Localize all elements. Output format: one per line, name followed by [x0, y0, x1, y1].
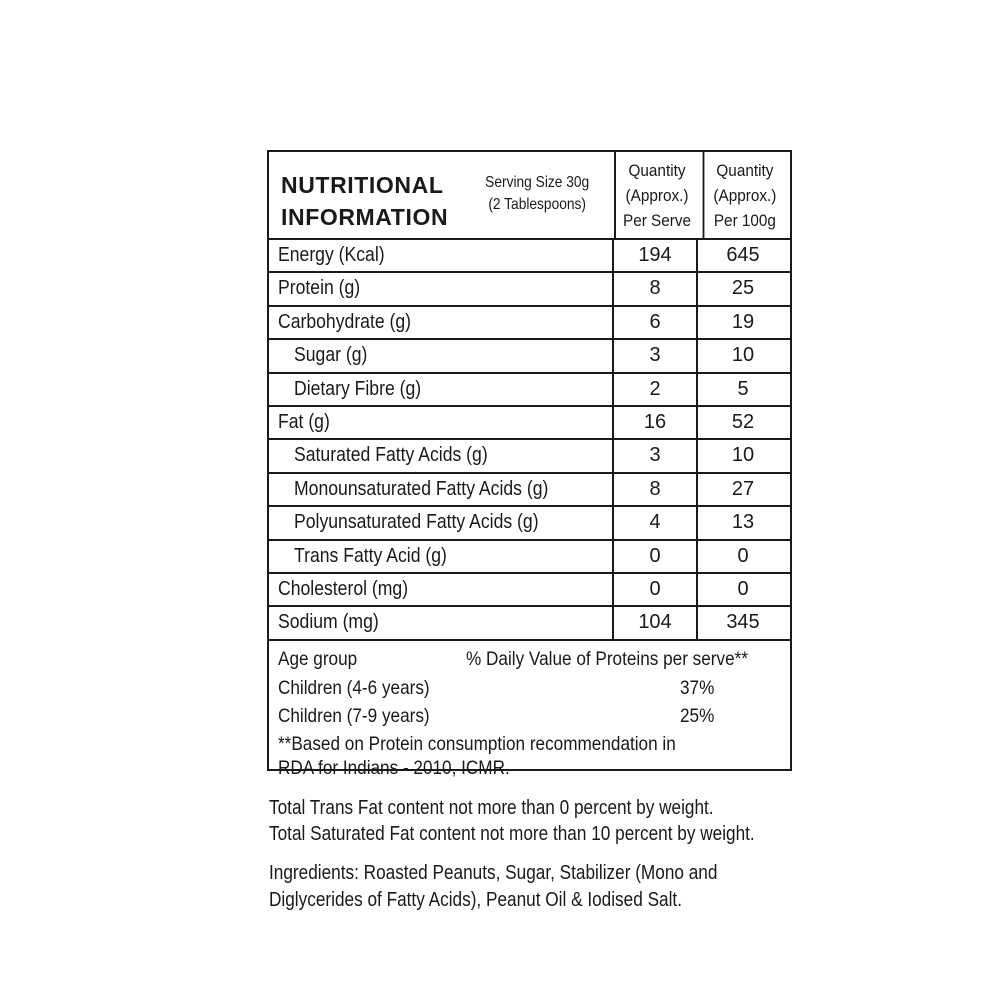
- per-serve-value: 194: [638, 244, 672, 266]
- per-serve-value: 8: [649, 477, 661, 500]
- per-100g-header: Quantity (Approx.) Per 100g: [703, 152, 786, 238]
- per-100g-value: 13: [696, 507, 788, 538]
- per-serve-value: 2: [649, 377, 661, 400]
- nutrition-label: [267, 150, 790, 779]
- per-100g-value: 10: [696, 340, 788, 371]
- saturated-fat-note: Total Saturated Fat content not more than 10 percent by weight.: [269, 823, 755, 845]
- per-serve-value: 6: [649, 310, 661, 333]
- footnote-line-2: RDA for Indians - 2010, ICMR.: [278, 756, 510, 779]
- nutrient-name: Fat (g): [269, 407, 614, 438]
- table-row: [269, 474, 790, 507]
- per-100g-value: 25: [696, 273, 788, 304]
- nutrient-rows: [269, 240, 790, 641]
- table-row: [269, 607, 790, 640]
- table-row: [269, 374, 790, 407]
- footnote-line-1: **Based on Protein consumption recommendation in: [278, 732, 676, 755]
- per-serve-value: 16: [643, 410, 667, 433]
- ingredients-line-1: Ingredients: Roasted Peanuts, Sugar, Stabilizer (Mono and: [269, 862, 718, 884]
- per-serve-value: 104: [638, 611, 672, 634]
- per-serve-value: 3: [649, 344, 661, 367]
- per-serve-value: 3: [649, 444, 661, 467]
- table-row: [269, 307, 790, 340]
- title-line-1: NUTRITIONAL: [281, 172, 444, 198]
- table-row: [269, 240, 790, 273]
- ingredients-line-2: Diglycerides of Fatty Acids), Peanut Oil & Iodised Salt.: [269, 889, 682, 911]
- nutrient-name: Saturated Fatty Acids (g): [269, 440, 614, 471]
- nutrient-name: Dietary Fibre (g): [269, 374, 614, 405]
- age-group-row-value: 25%: [680, 704, 715, 727]
- nutrient-name: Carbohydrate (g): [269, 307, 614, 338]
- per-serve-value: 0: [649, 544, 661, 567]
- serving-size: [483, 172, 591, 216]
- per-100g-value: 0: [696, 541, 788, 572]
- per-serve-header: Quantity (Approx.) Per Serve: [622, 161, 692, 230]
- per-100g-value: 345: [696, 607, 788, 638]
- per-100g-value: 0: [696, 574, 788, 605]
- table-row: [269, 340, 790, 373]
- table-row: [269, 541, 790, 574]
- age-group-row-value: 37%: [680, 676, 715, 699]
- daily-value-header: % Daily Value of Proteins per serve**: [466, 647, 749, 670]
- nutrient-name: Trans Fatty Acid (g): [269, 541, 614, 572]
- per-100g-value: 52: [696, 407, 788, 438]
- nutrient-name: Cholesterol (mg): [269, 574, 614, 605]
- nutrient-name: Protein (g): [269, 273, 614, 304]
- header-title-cell: [269, 152, 616, 238]
- table-header: [269, 152, 790, 240]
- per-100g-value: 5: [696, 374, 788, 405]
- per-100g-value: 645: [696, 240, 788, 271]
- table-row: [269, 574, 790, 607]
- nutrient-name: Energy (Kcal): [269, 240, 614, 271]
- age-group-row-label: Children (7-9 years): [278, 704, 430, 727]
- table-row: [269, 407, 790, 440]
- per-100g-value: 27: [696, 474, 788, 505]
- nutrient-name: Monounsaturated Fatty Acids (g): [269, 474, 614, 505]
- table-title: [281, 169, 448, 233]
- nutrient-name: Sodium (mg): [269, 607, 614, 638]
- per-serve-value: 4: [649, 511, 661, 534]
- table-row: [269, 507, 790, 540]
- nutrition-table: [267, 150, 792, 779]
- per-100g-value: 19: [696, 307, 788, 338]
- trans-fat-note: Total Trans Fat content not more than 0 percent by weight.: [269, 797, 714, 819]
- per-serve-value: 8: [649, 277, 661, 300]
- table-row: [269, 440, 790, 473]
- nutrient-name: Sugar (g): [269, 340, 614, 371]
- age-group-row-label: Children (4-6 years): [278, 676, 430, 699]
- serving-line-1: Serving Size 30g: [485, 174, 590, 191]
- serving-line-2: (2 Tablespoons): [488, 196, 587, 213]
- per-100g-value: 10: [696, 440, 788, 471]
- nutrient-name: Polyunsaturated Fatty Acids (g): [269, 507, 614, 538]
- per-serve-value: 0: [649, 577, 661, 600]
- age-group-label: Age group: [278, 647, 358, 670]
- title-line-2: INFORMATION: [281, 204, 449, 230]
- table-row: [269, 273, 790, 306]
- daily-value-section: [269, 641, 790, 779]
